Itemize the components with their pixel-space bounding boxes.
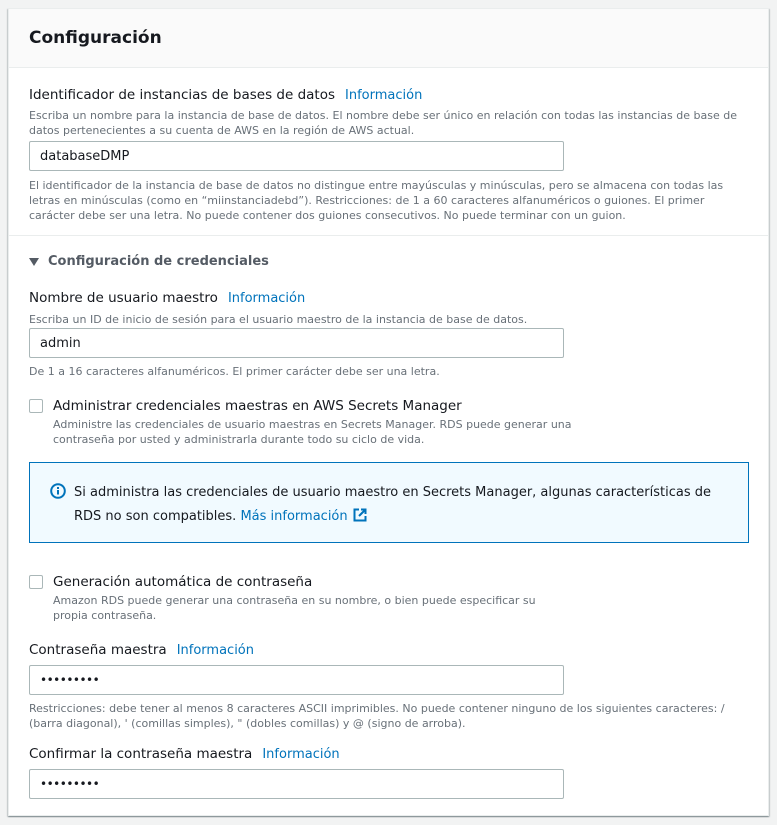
master-password-constraint: Restricciones: debe tener al menos 8 caracteres ASCII imprimibles. No puede contener ninguno de los siguientes caracteres: / (barra diagonal), ' (comillas simples), " (dobles comillas) y @ (signo de arroba).: [29, 702, 725, 730]
auto-password-label: Generación automática de contraseña: [53, 574, 313, 590]
db-identifier-constraint: El identificador de la instancia de base de datos no distingue entre mayúsculas y minúsculas, pero se almacena con todas las letras en minúsculas (como en “miinstanciadebd”). Restricciones: de 1 a 60 caracteres alfanuméricos o guiones. El primer carácter debe ser una letra. No puede contener dos guiones consecutivos. No puede terminar con un guion.: [29, 179, 724, 222]
master-username-field: [29, 289, 527, 327]
master-password-label: Contraseña maestra: [29, 642, 167, 658]
db-identifier-input[interactable]: [29, 141, 564, 171]
db-identifier-description: Escriba un nombre para la instancia de base de datos. El nombre debe ser único en relación con todas las instancias de base de datos pertenecientes a su cuenta de AWS en la región de AWS actual.: [29, 109, 737, 137]
master-username-description: Escriba un ID de inicio de sesión para el usuario maestro de la instancia de base de datos.: [29, 313, 528, 326]
learn-more-link[interactable]: [240, 509, 366, 524]
master-username-info-link[interactable]: Información: [227, 291, 306, 306]
db-identifier-field: [29, 86, 749, 138]
secrets-manager-checkbox[interactable]: [29, 399, 43, 413]
secrets-manager-label: Administrar credenciales maestras en AWS Secrets Manager: [53, 398, 462, 414]
credentials-expander[interactable]: [29, 254, 269, 269]
caret-down-icon: [29, 258, 39, 266]
master-password-label-row: [29, 641, 254, 660]
db-identifier-info-link[interactable]: Información: [345, 88, 423, 103]
secrets-manager-description: Administre las credenciales de usuario maestras en Secrets Manager. RDS puede generar una contraseña por usted y administrarla durante todo su ciclo de vida.: [53, 418, 572, 446]
master-username-input[interactable]: [29, 328, 564, 358]
auto-password-description: Amazon RDS puede generar una contraseña en su nombre, o bien puede especificar su propia contraseña.: [53, 594, 536, 622]
alert-message: Si administra las credenciales de usuario maestro en Secrets Manager, algunas características de RDS no son compatibles.: [74, 485, 711, 524]
db-identifier-label: Identificador de instancias de bases de datos: [29, 87, 335, 103]
configuration-panel: [8, 8, 769, 816]
confirm-password-info-link[interactable]: Información: [262, 747, 340, 762]
master-username-label: Nombre de usuario maestro: [29, 290, 218, 306]
auto-password-option: [29, 574, 573, 623]
learn-more-label: Más información: [240, 509, 348, 524]
master-password-info-link[interactable]: Información: [176, 643, 255, 658]
confirm-password-input[interactable]: [29, 769, 564, 799]
master-password-input[interactable]: [29, 665, 564, 695]
info-icon: [50, 483, 66, 499]
confirm-password-label-row: [29, 745, 340, 764]
panel-header: [9, 9, 768, 68]
credentials-section-title: Configuración de credenciales: [48, 254, 269, 269]
confirm-password-label: Confirmar la contraseña maestra: [29, 746, 253, 762]
external-link-icon: [353, 508, 367, 522]
secrets-manager-info-alert: [29, 462, 749, 543]
auto-password-checkbox[interactable]: [29, 575, 43, 589]
section-divider: [9, 235, 768, 236]
secrets-manager-option: [29, 398, 573, 447]
master-username-constraint: De 1 a 16 caracteres alfanuméricos. El primer carácter debe ser una letra.: [29, 365, 440, 378]
panel-title: Configuración: [29, 28, 162, 48]
